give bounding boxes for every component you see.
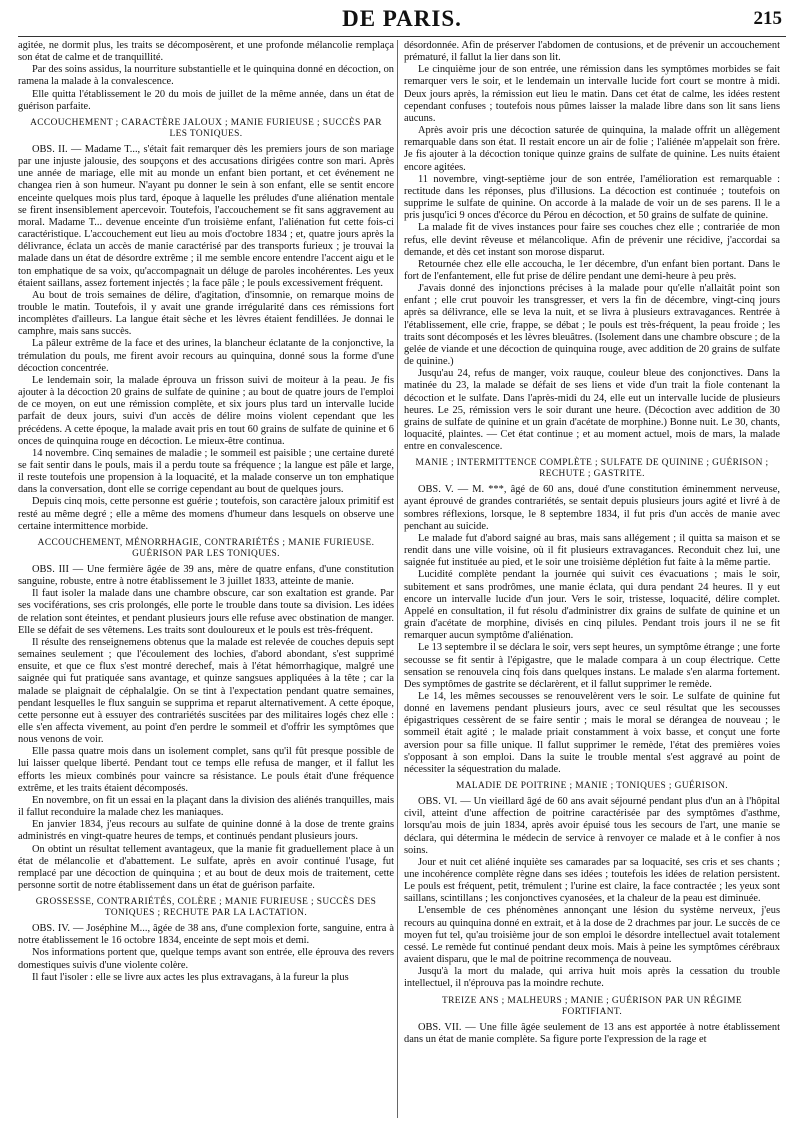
paragraph: Par des soins assidus, la nourriture substantielle et le quinquina donné en décoction, on ramena la malade à la convalescence. [18,64,394,88]
section-heading: MANIE ; INTERMITTENCE COMPLÈTE ; SULFATE DE QUININE ; GUÉRISON ; RECHUTE ; GASTRITE. [415,458,769,480]
paragraph: En novembre, on fit un essai en la plaçant dans la division des aliénés tranquilles, mais il fallut reconduire la malade chez les maniaques. [18,794,394,819]
paragraph: 11 novembre, vingt-septième jour de son entrée, l'amélioration est remarquable : rectitude dans les réponses, plus d'illusions. La décoction est continuée ; toutefois on supprime le sulfate de quinine. On accorde à la malade de voir un de ses parens. Il le a pris jusqu'ici 9 onces d'écorce du Pérou en décoction, et 50 grains de sulfate de quinine. [404,173,780,222]
paragraph: Lucidité complète pendant la journée qui suivit ces évacuations ; mais le soir, subitement et sans prodrômes, une manie éclata, qui dura pendant 24 heures. Il y eut encore un intervalle lucide d'un jour. Vers le soir, tristesse, loquacité, délire complet. Appelé en consultation, il fut résolu d'administrer dix grains de sulfate de quinine et un grain d'acétate de morphine, divisés en cinq pilules. Pendant trois jours il ne se fit remarquer aucun symptôme d'aliénation. [404,569,780,642]
page-number: 215 [753,8,782,29]
page-title: DE PARIS. [342,6,462,31]
header-rule [18,36,786,37]
section-heading: GROSSESSE, CONTRARIÉTÉS, COLÈRE ; MANIE FURIEUSE ; SUCCÈS DES TONIQUES ; RECHUTE PAR LA LACTATION. [35,897,377,919]
paragraph: J'avais donné des injonctions précises à la malade pour qu'elle n'allaitât point son enfant ; elle crut pouvoir les transgresser, et vers la fin de décembre, vingt-cinq jours après sa délivrance, elle se leva la nuit, et se livra à plusieurs extravagances. Rentrée à l'établissement, elle crie, frappe, se débat ; le pouls est très-fréquent, la peau froide ; les traits sont décomposés et les lèvres bleuâtres. (Isolement dans une chambre obscure ; de la gelée de viande et une décoction de quinquina rouge, avec addition de 20 grains de sulfate de quinine.) [404,283,780,368]
paragraph: En janvier 1834, j'eus recours au sulfate de quinine donné à la dose de trente grains administrés en vingt-quatre heures de temps, et continués pendant plusieurs jours. [18,819,394,843]
left-column [18,40,394,1118]
paragraph: OBS. VI. — Un vieillard âgé de 60 ans avait séjourné pendant plus d'un an à l'hôpital civil, atteint d'une affection de poitrine caractérisée par des symptômes d'asthme, lorsqu'au mois de juin 1834, après avoir épuisé tous les secours de l'art, une manie se déclara, qui détermina le médecin de service à renvoyer ce malade et à le confier à nos soins. [404,796,780,856]
paragraph: La pâleur extrême de la face et des urines, la blancheur éclatante de la conjonctive, la trémulation du pouls, me firent avoir recours au quinquina, donné sous la forme d'une décoction concentrée. [18,338,394,374]
paragraph: OBS. VII. — Une fille âgée seulement de 13 ans est apportée à notre établissement dans un état de manie complète. Sa figure porte l'expression de la rage et [404,1021,780,1045]
paragraph: On obtint un résultat tellement avantageux, que la manie fit graduellement place à un état de mélancolie et d'abattement. Le sulfate, après en avoir continué l'usage, fut remplacé par une décoction de quinquina ; et au bout de deux mois de traitement, cette personne sortit de notre établissement dans un état de guérison parfaite. [18,843,394,891]
paragraph: OBS. II. — Madame T..., s'était fait remarquer dès les premiers jours de son mariage par une injuste jalousie, des soupçons et des accusations dirigées contre son mari. Après une année de mariage, elle mit au monde un enfant bien portant, et cet événement ne changea rien à son humeur. N'ayant pu donner le sein à son enfant, elle se sentit encore enceinte quelques mois plus tard, époque à laquelle les préludes d'une aliénation mentale se firent insensiblement apercevoir. Toutefois, l'accouchement se fit sans aggravement au moral. Madame T... devenue enceinte d'un troisième enfant, l'aliénation fut cette fois-ci caractéristique. L'accouchement eut lieu au mois d'octobre 1834 ; et, quatre jours après la délivrance, éclata un accès de manie caractérisé par des transports furieux ; je trouvai la malade dans un état de désordre extrême ; il me semble encore entendre l'accent aigu et le ton emphatique de sa voix, qu'accompagnait un déluge de paroles incohérentes. Les yeux étaient saillans, assez fortement injectés ; la face pâle ; le pouls excessivement fréquent. [18,143,394,289]
paragraph: Le 13 septembre il se déclara le soir, vers sept heures, un symptôme étrange ; une forte secousse se fit sentir à l'épigastre, que le malade compara à un coup électrique. Cette sensation se renouvela cinq fois dans quelques instans. Le malade s'en alarma fortement. Des symptômes de gastrite se déclarèrent, et il fallut supprimer le remède. [404,642,780,690]
paragraph: L'ensemble de ces phénomènes annonçant une lésion du système nerveux, j'eus recours au quinquina donné en extrait, et à la dose de 2 drachmes par jour. Le succès de ce moyen fut tel, qu'au troisième jour de son emploi le désordre intellectuel avait totalement cessé. Le remède fut continué pendant deux mois. Mais à peine les symptômes cérébraux avaient disparu, que le mal de poitrine recommença de nouveau. [404,905,780,966]
paragraph: Le 14, les mêmes secousses se renouvelèrent vers le soir. Le sulfate de quinine fut donné en lavemens pendant plusieurs jours, avec ce seul résultat que les secousses épigastriques cessèrent de se faire sentir ; mais le moral se dérangea de nouveau ; le sommeil était agité ; le malade priait constamment à voix basse, et conçut une forte aversion pour sa fille unique. Il fallut supprimer le remède, l'état des premières voies s'opposant à son emploi. Dans la suite le trouble mental s'est aggravé au point de nécessiter la séquestration du malade. [404,690,780,775]
page-header [18,0,786,34]
paragraph: Elle passa quatre mois dans un isolement complet, sans qu'il fût presque possible de lui laisser quelque liberté. Pendant tout ce temps elle refusa de manger, et il fallut les efforts les mieux combinés pour vaincre sa résistance. Le pouls était d'une fréquence extrême, et les traits étaient décomposés. [18,746,394,794]
paragraph: Il faut l'isoler : elle se livre aux actes les plus extravagans, à la fureur la plus [32,971,349,983]
paragraph: Il faut isoler la malade dans une chambre obscure, car son exaltation est grande. Par ses vociférations, ses cris prolongés, elle porte le trouble dans toute sa division. Les idées de relation sont éteintes, et pendant plusieurs jours elle refuse avec obstination de manger. Elle se défait de ses vêtemens. Les traits sont douloureux et le pouls est très-fréquent. [18,588,394,636]
paragraph: Le cinquième jour de son entrée, une rémission dans les symptômes morbides se fait remarquer vers le soir, et le lendemain un intervalle lucide fort court se montre à midi. Deux jours après, la rémission eut lieu le matin. Dans cet état de calme, les idées restent cependant confuses ; toutefois nous pûmes laisser la malade libre dans son lit sans liens aucuns. [404,64,780,124]
paragraph: OBS. III — Une fermière âgée de 39 ans, mère de quatre enfans, d'une constitution sanguine, robuste, entre à notre établissement le 3 juillet 1833, atteinte de manie. [18,563,394,588]
paragraph: 14 novembre. Cinq semaines de maladie ; le sommeil est paisible ; une certaine dureté se fait sentir dans le pouls, mais il a perdu toute sa fréquence ; la langue est pâle et large, il reste toutefois une propension à la loquacité, et la malade conserve un ton emphatique dans la conversation, dont elle se corrige cependant au bout de quelques jours. [18,447,394,496]
paragraph: Après avoir pris une décoction saturée de quinquina, la malade offrit un allègement remarquable dans son état. Il restait encore un air de folie ; l'aliénée m'appelait son frère. Je fis ajouter à la décoction tonique quinze grains de sulfate de quinine. Les nuits étaient encore agitées. [404,125,780,173]
paragraph: Le malade fut d'abord saigné au bras, mais sans allégement ; il quitta sa maison et se rendit dans une ville voisine, où il fit plusieurs extravagances. Reconduit chez lui, une saignée fut instituée au pied, et le soir une troisième déplétion fut faite à la même partie. [404,532,780,569]
paragraph: agitée, ne dormit plus, les traits se décomposèrent, et une profonde mélancolie remplaça son état de calme et de tranquillité. [18,40,394,64]
paragraph: Elle quitta l'établissement le 20 du mois de juillet de la même année, dans un état de guérison parfaite. [18,88,394,112]
paragraph: Jusqu'à la mort du malade, qui arriva huit mois après la cessation du trouble intellectuel, il n'éprouva pas la moindre rechute. [404,966,780,990]
section-heading: MALADIE DE POITRINE ; MANIE ; TONIQUES ; GUÉRISON. [456,781,728,792]
right-column [404,40,780,1118]
column-divider [397,40,398,1118]
section-heading: ACCOUCHEMENT, MÉNORRHAGIE, CONTRARIÉTÉS ; MANIE FURIEUSE. GUÉRISON PAR LES TONIQUES. [37,537,375,559]
paragraph: Jusqu'au 24, refus de manger, voix rauque, couleur bleue des conjonctives. Dans la matinée du 23, la malade se défait de ses liens et vide d'un trait la fiole contenant la décoction et le sulfate. Dans l'après-midi du 24, elle eut un intervalle lucide de plusieurs heures. Le 25, rémission vers le soir durant une heure. (Décoction avec addition de 30 grains de sulfate de quinine et un grain d'acétate de morphine.) Bonne nuit. Le 30, chants, loquacité, plaintes. — Cet état continue ; et au moment actuel, mois de mars, la malade entre en convalescence. [404,368,780,453]
paragraph: Il résulte des renseignemens obtenus que la malade est relevée de couches depuis sept semaines seulement ; que l'écoulement des lochies, d'abord abondant, s'est supprimé ensuite, et que ce flux s'est montré derechef, mais à l'état hémorrhagique, malgré une saignée qui fut pratiquée sans avantage, et quinze sangsues appliquées à la tête ; car la malade se plaignait de céphalalgie. On se tint à l'expectation pendant quatre semaines, pendant lesquelles le flux sanguin se supprima et reparut alternativement. A cette époque, cette personne eut à essuyer des contrariétés suscitées par des militaires logés chez elle : elle s'en affecta vivement, au point d'en perdre le sommeil et d'offrir les symptômes que nous venons de voir. [18,636,394,746]
paragraph: Nos informations portent que, quelque temps avant son entrée, elle éprouva des revers domestiques suivis d'une violente colère. [18,947,394,971]
section-heading: TREIZE ANS ; MALHEURS ; MANIE ; GUÉRISON PAR UN RÉGIME FORTIFIANT. [442,995,742,1017]
paragraph: Jour et nuit cet aliéné inquiète ses camarades par sa loquacité, ses cris et ses chants ; une incohérence complète règne dans ses idées ; toutefois les idées de relation persistent. Le pouls est fréquent, petit, trémulent ; l'urine est claire, la face contractée ; les yeux sont saillans, scintillans ; les conjonctives cyanosées, et la chaleur de la peau est diminuée. [404,856,780,905]
paragraph: Au bout de trois semaines de délire, d'agitation, d'insomnie, on remarque moins de trouble le matin. Toutefois, il y avait une grande irrégularité dans ces rémissions fort incomplètes d'ailleurs. La langue était sèche et les lèvres étaient fendillées. Je donnai le camphre, mais sans succès. [18,289,394,338]
paragraph: La malade fit de vives instances pour faire ses couches chez elle ; contrariée de mon refus, elle devint rêveuse et mélancolique. Afin de prévenir une récidive, j'accordai sa demande, et dès cet instant son morose disparut. [404,222,780,258]
paragraph: OBS. IV. — Joséphine M..., âgée de 38 ans, d'une complexion forte, sanguine, entra à notre établissement le 16 octobre 1834, enceinte de sept mois et demi. [18,923,394,947]
paragraph: OBS. V. — M. ***, âgé de 60 ans, doué d'une constitution éminemment nerveuse, ayant éprouvé de grandes contrariétés, se sentait depuis plusieurs jours agité et livré à de sombres réflexions, lorsque, le 8 septembre 1834, il fut pris d'un accès de manie avec penchant au suicide. [404,484,780,532]
paragraph: désordonnée. Afin de préserver l'abdomen de contusions, et de prévenir un accouchement prématuré, il fallut la lier dans son lit. [404,40,780,64]
paragraph: Retournée chez elle elle accoucha, le 1er décembre, d'un enfant bien portant. Dans le fort de l'enfantement, elle fut prise de délire pendant une demi-heure à peu près. [404,258,780,282]
paragraph: Le lendemain soir, la malade éprouva un frisson suivi de moiteur à la peau. Je fis ajouter à la décoction 20 grains de sulfate de quinine ; au bout de quatre jours de l'emploi de ce moyen, on eut une rémission complète, et six jours plus tard un intervalle lucide parfait de deux jours, suivi d'un accès de délire moins violent cependant que les précédens. A cette époque, la malade avait pris en tout 60 grains de sulfate de quinine et 6 onces de quinquina rouge en décoction. Le mieux-être continua. [18,374,394,447]
section-heading: ACCOUCHEMENT ; CARACTÈRE JALOUX ; MANIE FURIEUSE ; SUCCÈS PAR LES TONIQUES. [30,117,382,139]
paragraph: Depuis cinq mois, cette personne est guérie ; toutefois, son caractère jaloux primitif est resté au même degré ; elle a même des momens d'humeur dans lesquels on observe une certaine intermittence morbide. [18,496,394,532]
